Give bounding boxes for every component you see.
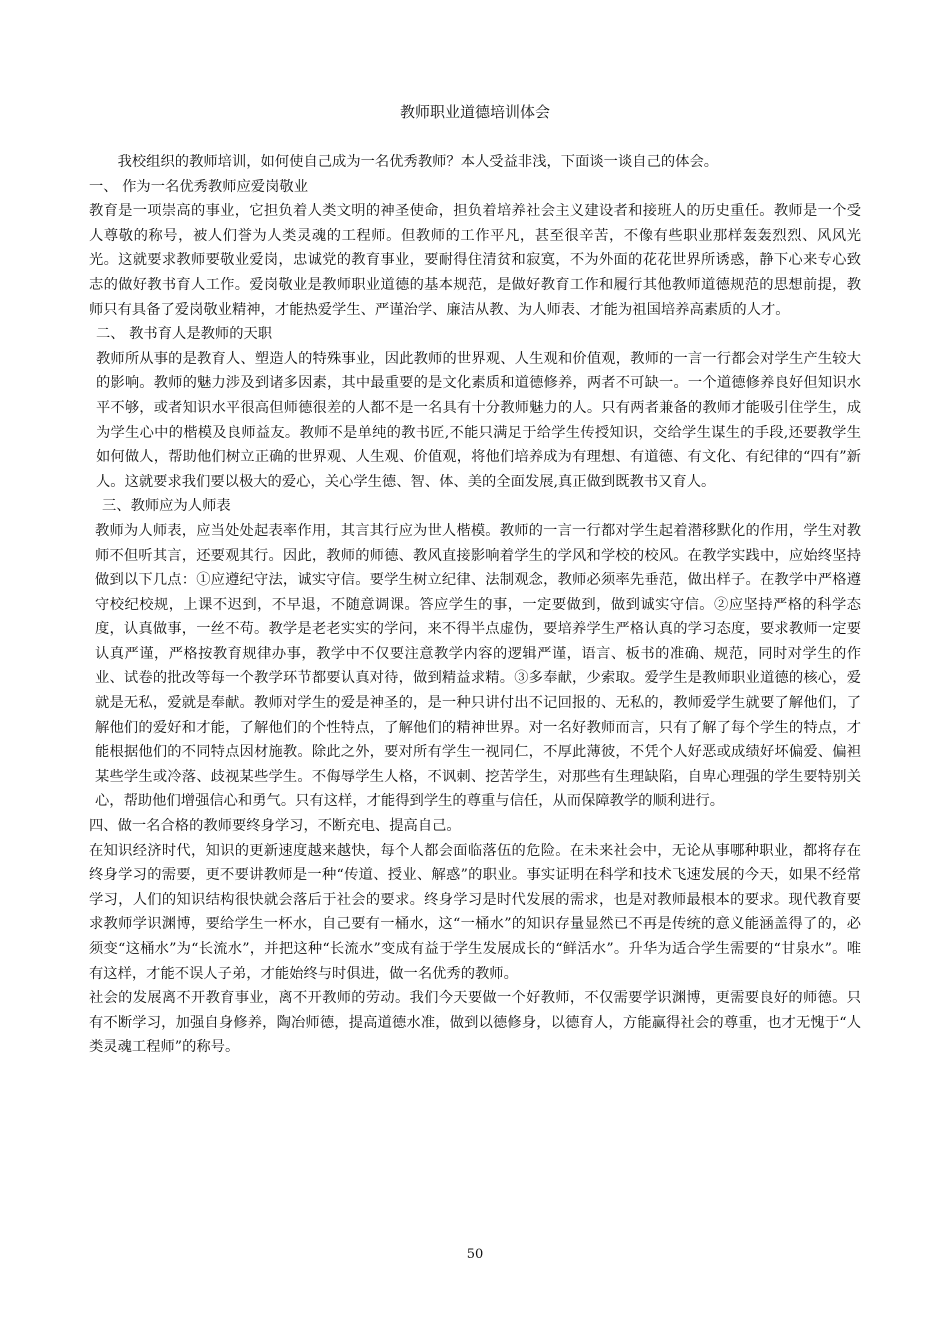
closing-paragraph: 社会的发展离不开教育事业，离不开教师的劳动。我们今天要做一个好教师，不仅需要学识渊博，更需要良好的师德。只有不断学习，加强自身修养，陶冶师德，提高道德水准，做到以德修身，以德育人，方能赢得社会的尊重，也才无愧于“人类灵魂工程师”的称号。 <box>89 990 861 1056</box>
page-number: 50 <box>466 1247 484 1262</box>
body-paragraph: 教师为人师表，应当处处起表率作用，其言其行应为世人楷模。教师的一言一行都对学生起着潜移默化的作用，学生对教师不但听其言，还要观其行。因此，教师的师德、教风直接影响着学生的学风和学校的校风。在教学实践中，应始终坚持做到以下几点：①应遵纪守法，诚实守信。要学生树立纪律、法制观念，教师必须率先垂范，做出样子。在教学中严格遵守校纪校规，上课不迟到，不早退，不随意调课。答应学生的事，一定要做到，做到诚实守信。②应坚持严格的科学态度，认真做事，一丝不苟。教学是老老实实的学问，来不得半点虚伪，要培养学生严格认真的学习态度，要求教师一定要认真严谨，严格按教育规律办事，教学中不仅要注意教学内容的逻辑严谨，语言、板书的准确、规范，同时对学生的作业、试卷的批改等每一个教学环节都要认真对待，做到精益求精。③多奉献，少索取。爱学生是教师职业道德的核心，爱就是无私，爱就是奉献。教师对学生的爱是神圣的，是一种只讲付出不记回报的、无私的，教师爱学生就要了解他们，了解他们的爱好和才能，了解他们的个性特点，了解他们的精神世界。对一名好教师而言，只有了解了每个学生的特点，才能根据他们的不同特点因材施教。除此之外，要对所有学生一视同仁，不厚此薄彼，不凭个人好恶或成绩好坏偏爱、偏袒某些学生或冷落、歧视某些学生。不侮辱学生人格，不讽刺、挖苦学生，对那些有生理缺陷，自卑心理强的学生要特别关心，帮助他们增强信心和勇气。只有这样，才能得到学生的尊重与信任，从而保障教学的顺利进行。 <box>95 522 861 810</box>
document-title: 教师职业道德培训体会 <box>399 103 550 121</box>
body-paragraph: 教师所从事的是教育人、塑造人的特殊事业，因此教师的世界观、人生观和价值观，教师的一言一行都会对学生产生较大的影响。教师的魅力涉及到诸多因素，其中最重要的是文化素质和道德修养，两者不可缺一。一个道德修养良好但知识水平不够，或者知识水平很高但师德很差的人都不是一名具有十分教师魅力的人。只有两者兼备的教师才能吸引住学生，成为学生心中的楷模及良师益友。教师不是单纯的教书匠,不能只满足于给学生传授知识，交给学生谋生的手段,还要教学生如何做人，帮助他们树立正确的世界观、人生观、价值观，将他们培养成为有理想、有道德、有文化、有纪律的“四有”新人。这就要求我们要以极大的爱心，关心学生德、智、体、美的全面发展,真正做到既教书又育人。 <box>96 350 861 490</box>
intro-paragraph: 我校组织的教师培训，如何使自己成为一名优秀教师？本人受益非浅，下面谈一谈自己的体会。 <box>117 154 719 170</box>
document-body <box>89 150 861 1060</box>
section-heading-1: 一、 作为一名优秀教师应爱岗敬业 <box>89 178 308 195</box>
body-paragraph: 在知识经济时代，知识的更新速度越来越快，每个人都会面临落伍的危险。在未来社会中，无论从事哪种职业，都将存在终身学习的需要，更不要讲教师是一种“传道、授业、解惑”的职业。事实证明在科学和技术飞速发展的今天，如果不经常学习，人们的知识结构很快就会落后于社会的要求。终身学习是时代发展的需求，也是对教师最根本的要求。现代教育要求教师学识渊博，要给学生一杯水，自己要有一桶水，这“一桶水”的知识存量显然已不再是传统的意义能涵盖得了的，必须变“这桶水”为“长流水”，并把这种“长流水”变成有益于学生发展成长的“鲜活水”。升华为适合学生需要的“甘泉水”。唯有这样，才能不误人子弟，才能始终与时俱进，做一名优秀的教师。 <box>89 842 861 982</box>
section-heading-4: 四、做一名合格的教师要终身学习，不断充电、提高自己。 <box>89 818 461 835</box>
section-heading-2: 二、 教书育人是教师的天职 <box>96 326 273 343</box>
body-paragraph: 教育是一项崇高的事业，它担负着人类文明的神圣使命，担负着培养社会主义建设者和接班人的历史重任。教师是一个受人尊敬的称号，被人们誉为人类灵魂的工程师。但教师的工作平凡，甚至很辛苦，不像有些职业那样轰轰烈烈、风风光光。这就要求教师要敬业爱岗，忠诚党的教育事业，要耐得住清贫和寂寞，不为外面的花花世界所诱惑，静下心来专心致志的做好教书育人工作。爱岗敬业是教师职业道德的基本规范，是做好教育工作和履行其他教师道德规范的思想前提，教师只有具备了爱岗敬业精神，才能热爱学生、严谨治学、廉洁从教、为人师表、才能为祖国培养高素质的人才。 <box>89 203 861 318</box>
section-heading-3: 三、教师应为人师表 <box>102 498 231 515</box>
